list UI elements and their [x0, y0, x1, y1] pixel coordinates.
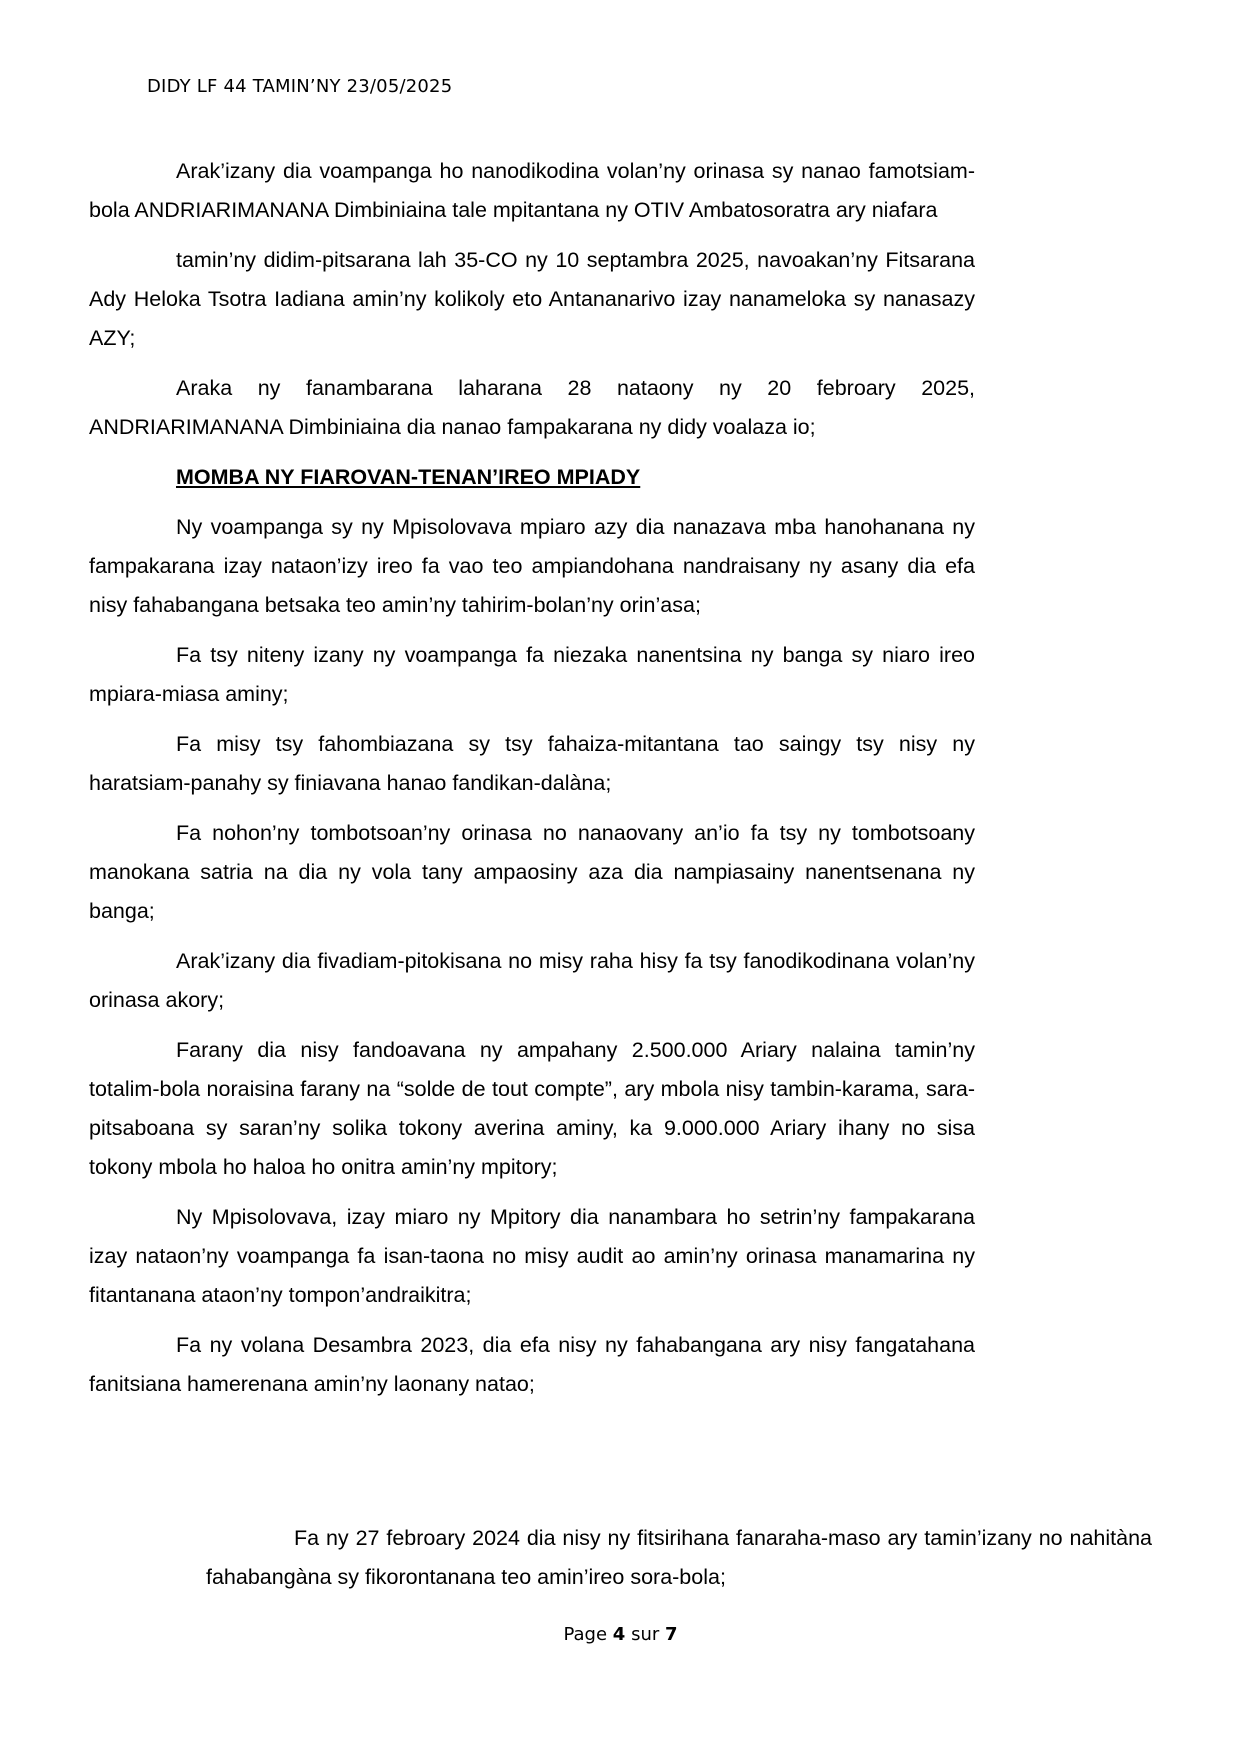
footer-page-label: Page — [563, 1624, 608, 1645]
section-paragraph-7: Ny Mpisolovava, izay miaro ny Mpitory dia nanambara ho setrin’ny fampakarana izay nataon’ny voampanga fa isan-taona no misy audit ao amin’ny orinasa manamarina ny fitantanana ataon’ny tompon’andraikitra; — [89, 1205, 975, 1307]
footer-current-page: 4 — [612, 1624, 626, 1645]
section-heading: MOMBA NY FIAROVAN-TENAN’IREO MPIADY — [176, 465, 641, 489]
paragraph-1: Arak’izany dia voampanga ho nanodikodina volan’ny orinasa sy nanao famotsiam-bola ANDRIARIMANANA Dimbiniaina tale mpitantana ny OTIV Ambatosoratra ary niafara — [89, 159, 975, 222]
section-paragraph-8: Fa ny volana Desambra 2023, dia efa nisy ny fahabangana ary nisy fangatahana fanitsiana hamerenana amin’ny laonany natao; — [89, 1333, 975, 1396]
section-paragraph-4: Fa nohon’ny tombotsoan’ny orinasa no nanaovany an’io fa tsy ny tombotsoany manokana satria na dia ny vola tany ampaosiny aza dia nampiasainy nanentsenana ny banga; — [89, 821, 975, 923]
footer-separator: sur — [631, 1624, 660, 1645]
document-header: DIDY LF 44 TAMIN’NY 23/05/2025 — [147, 76, 453, 97]
footer-total-pages: 7 — [664, 1624, 678, 1645]
section-paragraph-3: Fa misy tsy fahombiazana sy tsy fahaiza-mitantana tao saingy tsy nisy ny haratsiam-panahy sy finiavana hanao fandikan-dalàna; — [89, 732, 975, 795]
document-body — [89, 152, 975, 1415]
section-paragraph-1: Ny voampanga sy ny Mpisolovava mpiaro azy dia nanazava mba hanohanana ny fampakarana izay nataon’izy ireo fa vao teo ampiandohana nandraisany ny asany dia efa nisy fahabangana betsaka teo amin’ny tahirim-bolan’ny orin’asa; — [89, 515, 975, 617]
paragraph-2: tamin’ny didim-pitsarana lah 35-CO ny 10 septambra 2025, navoakan’ny Fitsarana Ady Heloka Tsotra Iadiana amin’ny kolikoly eto Antananarivo izay nanameloka sy nanasazy AZY; — [89, 248, 975, 350]
last-paragraph: Fa ny 27 febroary 2024 dia nisy ny fitsirihana fanaraha-maso ary tamin’izany no nahitàna fahabangàna sy fikorontanana teo amin’ireo sora-bola; — [206, 1526, 1152, 1589]
section-paragraph-2: Fa tsy niteny izany ny voampanga fa niezaka nanentsina ny banga sy niaro ireo mpiara-miasa aminy; — [89, 643, 975, 706]
section-paragraph-5: Arak’izany dia fivadiam-pitokisana no misy raha hisy fa tsy fanodikodinana volan’ny orinasa akory; — [89, 949, 975, 1012]
paragraph-3: Araka ny fanambarana laharana 28 nataony ny 20 febroary 2025, ANDRIARIMANANA Dimbiniaina dia nanao fampakarana ny didy voalaza io; — [89, 376, 975, 439]
section-paragraph-6: Farany dia nisy fandoavana ny ampahany 2.500.000 Ariary nalaina tamin’ny totalim-bola noraisina farany na “solde de tout compte”, ary mbola nisy tambin-karama, sara-pitsaboana sy saran’ny solika tokony averina aminy, ka 9.000.000 Ariary ihany no sisa tokony mbola ho haloa ho onitra amin’ny mpitory; — [89, 1038, 975, 1179]
page-footer — [0, 1624, 1241, 1645]
